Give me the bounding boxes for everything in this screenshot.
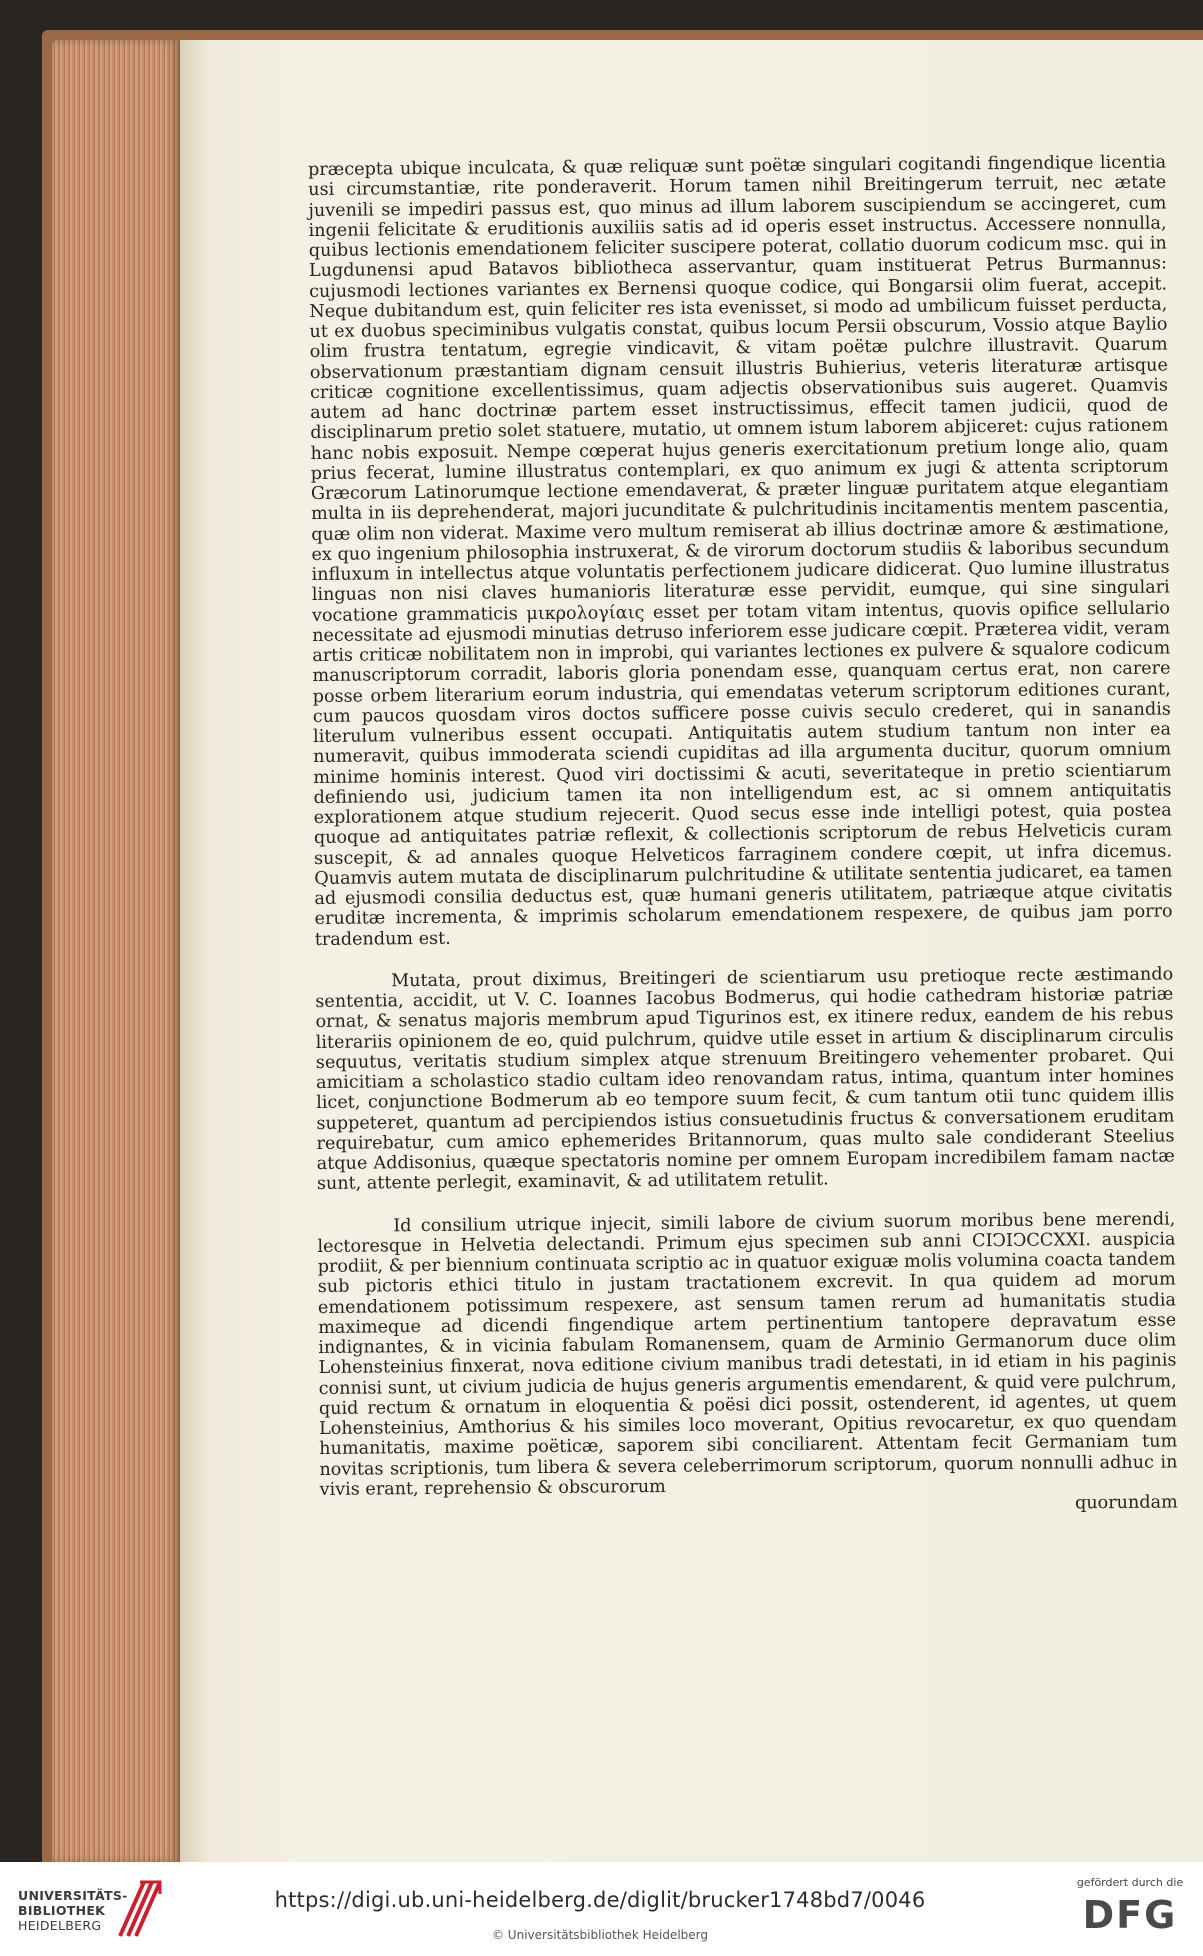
library-name-line: HEIDELBERG	[18, 1918, 102, 1933]
page-edges	[52, 40, 180, 1862]
paragraph: Id consilium utrique injecit, simili labore de civium suorum moribus bene merendi, lectoresque in Helvetia delectandi. Primum ejus specimen sub anni CIↃIↃCCXXI. auspicia prodiit, & per biennium continuata scriptio ac in quatuor exiguæ molis volumina coacta tandem sub pictoris ethici titulo in justam tractationem excrevit. In qua quidem ad morum emendationem potissimum respexere, ast sensum tamen rerum ad humanitatis studia maximeque ad dicendi fingendique artem pertinentium tantopere depravatum esse indignantes, & in vicinia fabulam Romanensem, quam de Arminio Germanorum duce olim Lohensteinius finxerat, nova editione civium manibus tradi detestati, in id etiam in his paginis connisi sunt, ut civium judicia de hujus generis argumentis emendarent, & quid vere pulchrum, quid rectum & ornatum in eloquentia & poësi dici possit, ostenderent, id agentes, ut quem Lohensteinius, Amthorius & his similes loco moverant, Opitius revocaretur, ex quo quendam humanitatis, maxime poëticæ, saporem sibi conciliarent. Attentam fecit Germaniam tum novitas scriptionis, tum libera & severa celeberrimorum scriptorum, quorum nonnulli adhuc in vivis erant, reprehensio & obscurorum	[317, 1208, 1178, 1500]
dfg-logo: DFG	[1082, 1893, 1178, 1937]
library-mark-icon	[114, 1874, 166, 1938]
copyright-notice: © Universitätsbibliothek Heidelberg	[491, 1928, 708, 1942]
paragraph: Mutata, prout diximus, Breitingeri de scientiarum usu pretioque recte æstimando sententia, accidit, ut V. C. Ioannes Iacobus Bodmerus, qui hodie cathedram historiæ patriæ ornat, & senatus majoris membrum apud Tigurinos est, ex itinere redux, eandem de his rebus literariis opinionem de eo, quid pulchrum, quidve utile esset in artium & disciplinarum circulis sequutus, veritatis studium simplex atque strenuum Breitingero vehementer probaret. Qui amicitiam a scholastico stadio cultam ideo renovandam ratus, intima, quantum inter homines licet, conjunctione Bodmerum ab eo tempore suum fecit, & cum tantum otii tunc quidem illis suppeteret, quantum ad percipiendos istius consuetudinis fructus & conversationem eruditam requirebatur, cum amico ephemerides Britannorum, quas multo sale condiderant Steelius atque Addisonius, quæque spectatoris nomine per omnem Europam incredibilem famam nactæ sunt, attente perlegit, examinavit, & ad utilitatem retulit.	[315, 964, 1175, 1195]
viewer-footer	[0, 1862, 1203, 1956]
permalink-url[interactable]: https://digi.ub.uni-heidelberg.de/diglit/brucker1748bd7/0046	[274, 1888, 926, 1912]
catchword: quorundam	[1074, 1492, 1178, 1514]
funding-logo[interactable]	[1070, 1876, 1190, 1946]
funding-text: gefördert durch die	[1076, 1876, 1184, 1889]
text-block	[308, 153, 1178, 1521]
paragraph: præcepta ubique inculcata, & quæ reliquæ sunt poëtæ singulari cogitandi fingendique licentia usi circumstantiæ, rite ponderaverit. Horum tamen nihil Breitingerum terruit, nec ætate juvenili se impediri passus est, quo minus ad illum laborem suscipiendum se accingeret, cum ingenii felicitate & eruditionis auxiliis satis ad id operis esset instructus. Accessere nonnulla, quibus lectionis emendationem feliciter suscipere poterat, collatio duorum codicum msc. qui in Lugdunensi apud Batavos bibliotheca asservantur, quam instituerat Petrus Burmannus: cujusmodi lectiones variantes ex Bernensi quoque codice, qui Bongarsii olim fuerat, accepit. Neque dubitandum est, quin feliciter res ista evenisset, si modo ad umbilicum fuisset perducta, ut ex duobus speciminibus vulgatis constat, quibus locum Persii obscurum, Vossio atque Baylio olim frustra tentatum, egregie vindicavit, & vitam poëtæ pulchre illustravit. Quarum observationum præstantiam dignam censuit illustris Buhierius, veteris literaturæ artisque criticæ cognitione excellentissimus, quam adjectis observationibus suis augeret. Quamvis autem ad hanc doctrinæ partem esset instructissimus, effecit tamen judicii, quod de disciplinarum pretio solet statuere, mutatio, ut omnem istum laborem abjiceret: cujus rationem hanc nobis exposuit. Nempe cœperat hujus generis exercitationum pretium longe alio, quam prius fecerat, lumine illustratus contemplari, ex quo animum ex jugi & attenta scriptorum Græcorum Latinorumque lectione emendaverat, & præter linguæ puritatem atque elegantiam multa in iis deprehenderat, majori jucunditate & pulchritudinis incitamentis mentem pascentia, quæ olim non viderat. Maxime vero multum remiserat ab illius doctrinæ amore & æstimatione, ex quo ingenium philosophia instruxerat, & de virorum doctorum studiis & laboribus secundum influxum in intellectus atque voluntatis perfectionem judicare didicerat. Quo lumine illustratus linguas non nisi claves humanioris literaturæ esse pervidit, eumque, qui sine singulari vocatione grammaticis μικρολογίαις esset per totam vitam intentus, quovis opifice sellulario necessitate ad ejusmodi minutias detruso inferiorem esse judicare cœpit. Præterea vidit, veram artis criticæ nobilitatem non in improbi, qui variantes lectiones ex pulvere & squalore codicum manuscriptorum corradit, laboris gloria ponendam esse, quanquam certus erat, non carere posse orbem literarium eorum industria, qui emendatas veterum scriptorum editiones curant, cum paucos quosdam viros doctos sufficere posse cuivis seculo crederet, qui in sanandis literulum vulneribus essent occupati. Antiquitatis autem studium tantum non inter ea numeravit, quibus immoderata sciendi cupiditas ad illa argumenta ducitur, quorum omnium minime hominis interest. Quod viri doctissimi & acuti, severitateque in pretio scientiarum definiendo usi, judicium tamen ita non intelligendum est, ac si omnem antiquitatis explorationem atque studium rejecerit. Quod secus esse inde intelligi potest, quia postea quoque ad antiquitates patriæ reflexit, & collectionis scriptorum de rebus Helveticis curam suscepit, & ad annales quoque Helveticos farraginem condere cœpit, ut infra dicemus. Quamvis autem mutata de disciplinarum pulchritudine & utilitate sententia judicaret, ea tamen ad ejusmodi consilia deductus est, quæ humani generis utilitatem, patriæque atque civitatis eruditæ incrementa, & imprimis scholarum emendationem respexere, de quibus jam porro tradendum est.	[308, 152, 1173, 950]
library-name-line: UNIVERSITÄTS-	[18, 1888, 128, 1903]
library-name-line: BIBLIOTHEK	[18, 1903, 106, 1918]
